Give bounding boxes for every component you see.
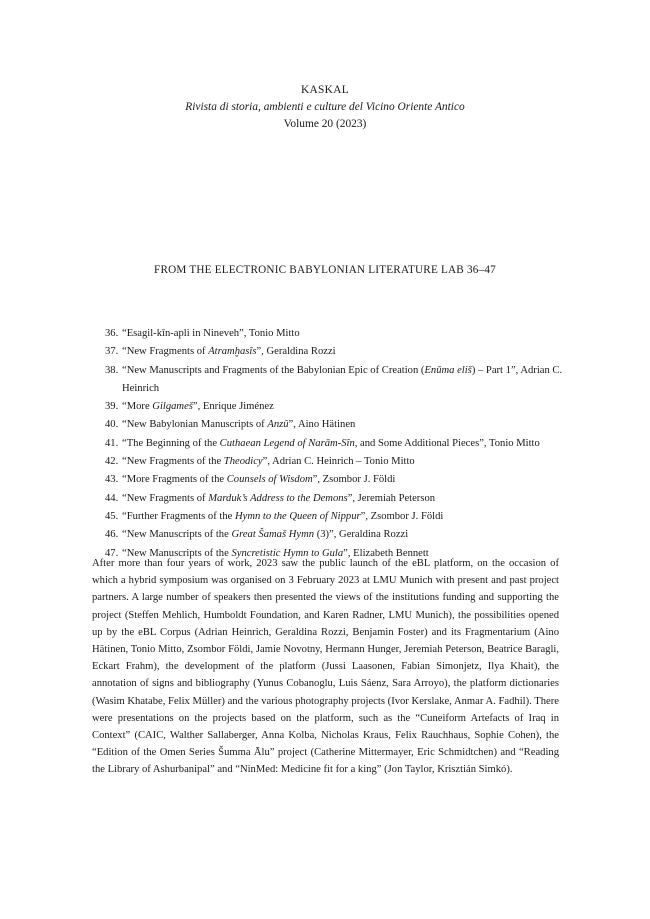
toc-item-text-part: , and Some Additional Pieces”, Tonio Mitto [354,437,540,449]
toc-item-title-italic: Syncretistic Hymn to Gula [231,547,344,559]
toc-item-number: 41. [105,437,119,449]
toc-item-number: 40. [105,419,119,431]
toc-item-text-part: ”, Jeremiah Peterson [347,492,436,504]
toc-item-text [122,343,565,361]
toc-item-text [122,416,565,434]
toc-item-number: 38. [105,364,119,376]
toc-item-title-italic: Enūma eliš [424,364,472,376]
toc-item-text-part: “New Fragments of [122,492,209,504]
toc-item-number: 36. [105,328,119,339]
toc-item-text-part: (3)”, Geraldina Rozzi [314,529,409,541]
toc-item-text-part: “New Manuscripts of the [122,547,232,559]
toc-item-number: 47. [105,547,119,559]
toc-item-text [122,453,565,471]
toc-item-text-part: “More Fragments of the [122,474,227,486]
toc-item-number: 39. [105,401,119,413]
toc-item [105,416,565,434]
toc-item [105,490,565,508]
toc-item-text-part: ) – Part 1”, Adrian C. Heinrich [122,364,563,394]
toc-item-number: 44. [105,492,119,504]
toc-item [105,471,565,489]
toc-item-text-part: ”, Aino Hätinen [288,419,356,431]
toc-item-text-part: ”, Zsombor J. Földi [312,474,396,486]
toc-item-text [122,490,565,508]
toc-item [105,343,565,361]
toc-item-text-part: “Further Fragments of the [122,510,235,522]
toc-item [105,325,565,343]
toc-item-text-part: ”, Zsombor J. Földi [360,510,444,522]
toc-item-text-part: “Esagil-kīn-apli in Nineveh”, Tonio Mitto [122,328,300,339]
toc-item-number: 45. [105,510,119,522]
toc-item-text [122,471,565,489]
toc-item [105,453,565,471]
toc-item [105,362,565,399]
contents-list [105,325,565,563]
toc-item-title-italic: Great Šamaš Hymn [231,529,315,541]
journal-subtitle: Rivista di storia, ambienti e culture del Vicino Oriente Antico [185,101,465,113]
toc-item-text-part: “New Babylonian Manuscripts of [122,419,268,431]
toc-item-title-italic: Cuthaean Legend of Narām-Sîn [219,437,355,449]
toc-item-number: 46. [105,529,119,541]
toc-item [105,526,565,544]
toc-item-title-italic: Hymn to the Queen of Nippur [234,510,361,522]
toc-item [105,435,565,453]
toc-item-text-part: ”, Elizabeth Bennett [343,547,429,559]
volume-info: Volume 20 (2023) [283,118,367,130]
toc-item-title-italic: Anzû [267,419,289,431]
toc-item-title-italic: Counsels of Wisdom [226,474,313,486]
toc-item [105,508,565,526]
toc-item-text-part: ”, Enrique Jiménez [192,401,274,413]
toc-item-title-italic: Atramḫasīs [208,346,257,358]
toc-item-text [122,362,565,399]
toc-item-title-italic: Marduk’s Address to the Demons [208,492,348,504]
toc-item-text-part: “New Manuscripts of the [122,529,232,541]
toc-item-text-part: “New Manuscripts and Fragments of the Babylonian Epic of Creation ( [122,364,425,376]
toc-item-text-part: “New Fragments of the [122,456,224,468]
toc-item-text-part: “More [122,401,153,413]
toc-item-text-part: ”, Adrian C. Heinrich – Tonio Mitto [262,456,415,468]
journal-header [0,82,650,133]
section-title: FROM THE ELECTRONIC BABYLONIAN LITERATURE LAB 36–47 [154,264,496,276]
toc-item-text-part: ”, Geraldina Rozzi [256,346,336,358]
toc-item-text-part: “New Fragments of [122,346,209,358]
body-paragraph: After more than four years of work, 2023 saw the public launch of the eBL platform, on the occasion of which a hybrid symposium was organised on 3 February 2023 at LMU Munich with present and past project partners. A large number of speakers then presented the views of the institutions funding and supporting the project (Steffen Mehlich, Humboldt Foundation, and Karen Radner, LMU Munich), the possibilities opened up by the eBL Corpus (Adrian Heinrich, Geraldina Rozzi, Benjamin Foster) and its Fragmentarium (Aino Hätinen, Tonio Mitto, Zsombor Földi, Jamie Novotny, Hermann Hunger, Jeremiah Peterson, Beatrice Baragli, Eckart Frahm), the development of the platform (Jussi Laasonen, Fabian Simonjetz, Ilya Khait), the annotation of signs and bibliography (Yunus Cobanoglu, Luis Sáenz, Sara Arroyo), the platform dictionaries (Wasim Khatabe, Felix Müller) and the various photography projects (Ivor Kerslake, Anmar A. Fadhil). There were presentations on the projects based on the platform, such as the “Cuneiform Artefacts of Iraq in Context” (CAIC, Walther Sallaberger, Anna Kolba, Nicholas Kraus, Felix Rauchhaus, Sophie Cohen), the “Edition of the Omen Series Šumma Ālu” project (Catherine Mittermayer, Eric Schmidtchen) and “Reading the Library of Ashurbanipal” and “NinMed: Medicine fit for a king” (Jon Taylor, Krisztián Simkó). [92,558,559,776]
toc-item-title-italic: Theodicy [223,456,263,468]
toc-item-text-part: “The Beginning of the [122,437,220,449]
toc-item-text [122,435,565,453]
toc-item-text [122,508,565,526]
toc-item-number: 37. [105,346,119,358]
toc-item-text [122,325,565,343]
toc-item-text [122,398,565,416]
toc-item-title-italic: Gilgameš [152,401,193,413]
journal-title: KASKAL [301,84,349,96]
toc-item-number: 42. [105,456,119,468]
toc-item [105,398,565,416]
toc-item-text [122,526,565,544]
toc-item-number: 43. [105,474,119,486]
